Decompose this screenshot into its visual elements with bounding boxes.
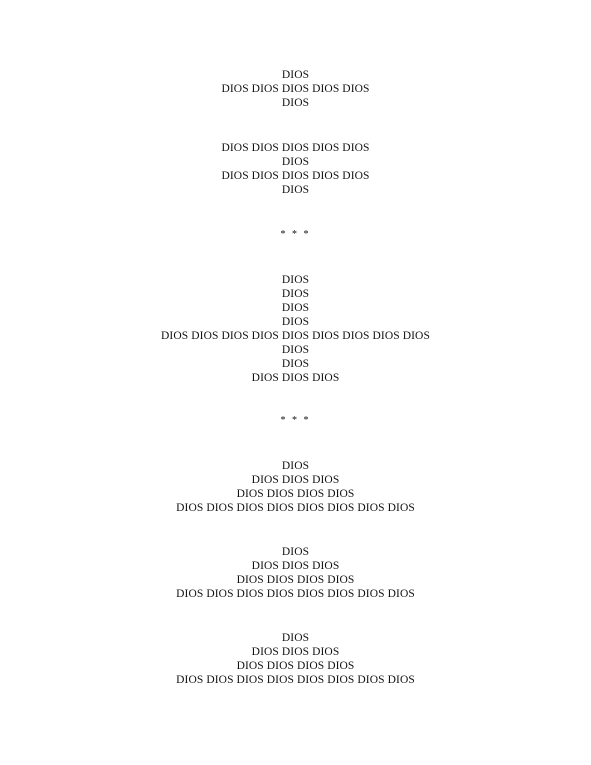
poem-line: DIOS (281, 460, 310, 472)
poem-line: DIOS DIOS DIOS DIOS DIOS (221, 142, 370, 154)
poem-line: DIOS (281, 156, 310, 168)
poem-line: DIOS (281, 274, 310, 286)
poem-line: DIOS DIOS DIOS (251, 646, 340, 658)
poem-line: DIOS DIOS DIOS (251, 560, 340, 572)
stanza-5 (0, 545, 591, 601)
poem-line: DIOS (281, 302, 310, 314)
poem-line: DIOS (281, 184, 310, 196)
poem-line: DIOS (281, 344, 310, 356)
separator-1 (0, 228, 591, 242)
poem-line: DIOS DIOS DIOS DIOS (236, 660, 355, 672)
poem-line: DIOS DIOS DIOS (251, 474, 340, 486)
poem-line: DIOS DIOS DIOS DIOS DIOS (221, 83, 370, 95)
stanza-3 (0, 273, 591, 385)
poem-line: DIOS (281, 358, 310, 370)
poem-line: DIOS (281, 288, 310, 300)
poem-line: DIOS DIOS DIOS DIOS DIOS DIOS DIOS DIOS (176, 502, 415, 514)
poem-line: DIOS DIOS DIOS DIOS (236, 488, 355, 500)
poem-line: DIOS DIOS DIOS DIOS DIOS DIOS DIOS DIOS (176, 588, 415, 600)
stanza-1 (0, 68, 591, 110)
stanza-4 (0, 459, 591, 515)
poem-line: DIOS DIOS DIOS DIOS DIOS DIOS DIOS DIOS DIOS (161, 330, 430, 342)
poem-line: DIOS (281, 632, 310, 644)
poem-line: DIOS (281, 97, 310, 109)
poem-line: DIOS (281, 69, 310, 81)
stanza-2 (0, 141, 591, 197)
separator-2 (0, 414, 591, 428)
poem-line: DIOS (281, 316, 310, 328)
asterisk-separator: * * * (280, 415, 311, 426)
poem-line: DIOS (281, 546, 310, 558)
poem-line: DIOS DIOS DIOS DIOS (236, 574, 355, 586)
stanza-6 (0, 631, 591, 687)
poem-line: DIOS DIOS DIOS DIOS DIOS DIOS DIOS DIOS (176, 674, 415, 686)
asterisk-separator: * * * (280, 229, 311, 240)
poem-line: DIOS DIOS DIOS (251, 372, 340, 384)
poem-line: DIOS DIOS DIOS DIOS DIOS (221, 170, 370, 182)
